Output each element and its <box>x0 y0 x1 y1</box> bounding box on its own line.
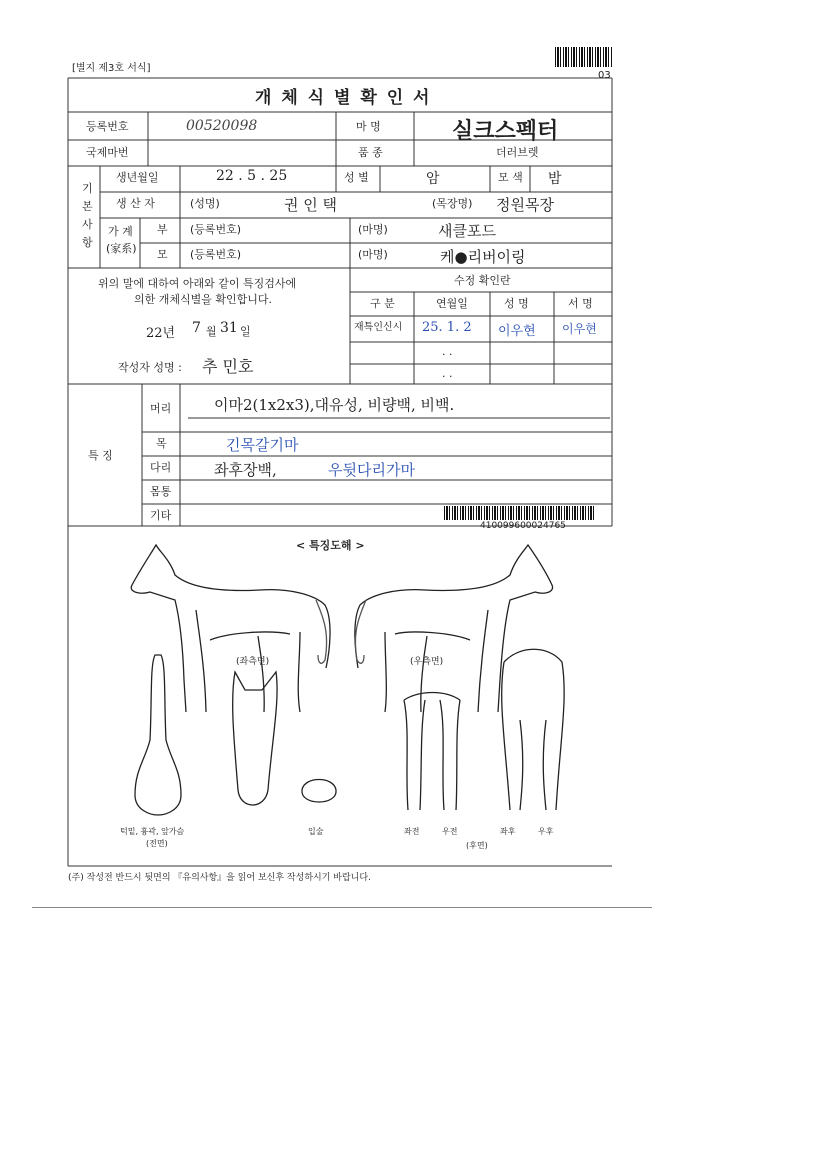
dam-name-value: 케●리버이링 <box>440 248 526 266</box>
neck-label: 목 <box>156 437 167 450</box>
coat-label: 모 색 <box>498 171 523 184</box>
confirm-date-day: 31 <box>220 320 238 336</box>
features-label: 특 징 <box>88 449 113 462</box>
dam-name-label: (마명) <box>358 248 388 261</box>
coat-value: 밤 <box>548 171 562 187</box>
confirm-date-year: 22년 <box>146 326 176 341</box>
barcode-number: 410099600024765 <box>480 521 566 531</box>
horse-name-label: 마 명 <box>356 120 381 133</box>
reg-no-label: 등록번호 <box>86 120 129 133</box>
sire-reg-label: (등록번호) <box>190 223 242 236</box>
dam-reg-label: (등록번호) <box>190 248 242 261</box>
breeder-label: 생 산 자 <box>116 197 155 210</box>
confirm-date-month-label: 월 <box>206 325 217 338</box>
reg-no-value: 00520098 <box>186 118 258 134</box>
hind-right-label: 우후 <box>538 827 554 836</box>
rear-label: (후면) <box>466 841 488 850</box>
confirm-date-month: 7 <box>192 320 201 336</box>
form-reference: [별지 제3호 서식] <box>72 63 151 74</box>
revision-header-date: 연월일 <box>436 297 468 310</box>
writer-value: 추 민호 <box>202 357 254 376</box>
lineage-label: 가 계 <box>108 225 133 238</box>
breed-label: 품 종 <box>358 146 383 159</box>
revision-header-name: 성 명 <box>504 297 529 310</box>
hind-left-label: 좌후 <box>500 827 516 836</box>
revision-row-1-date: 25. 1. 2 <box>422 320 472 335</box>
sire-label: 부 <box>157 223 168 236</box>
breeder-name-label: (성명) <box>190 197 220 210</box>
neck-value: 긴목갈기마 <box>226 436 299 454</box>
legs-value-blue: 우뒷다리가마 <box>328 461 415 479</box>
front-caption-1: 턱밑, 흉곽, 앞가슴 <box>120 827 185 836</box>
writer-label: 작성자 성명 : <box>118 361 182 374</box>
birth-value: 22 . 5 . 25 <box>216 168 288 184</box>
breeder-name-value: 권 인 택 <box>284 196 338 214</box>
intl-no-label: 국제마번 <box>86 146 129 159</box>
revision-row-1-kind: 재특인신시 <box>354 322 403 333</box>
feature-barcode <box>444 506 594 520</box>
breeder-farm-label: (목장명) <box>432 197 473 210</box>
right-side-label: (우측면) <box>410 657 444 667</box>
birth-label: 생년월일 <box>116 171 159 184</box>
footer-note: (주) 작성전 반드시 뒷면의 『유의사항』을 읽어 보신후 작성하시기 바랍니다. <box>68 873 371 883</box>
body-label: 몸통 <box>150 485 172 498</box>
revision-row-1-sign: 이우현 <box>562 322 597 336</box>
other-label: 기타 <box>150 509 172 522</box>
sire-name-value: 새클포드 <box>438 222 496 240</box>
revision-title: 수정 확인란 <box>454 274 511 287</box>
lineage-hanja: (家系) <box>106 242 137 255</box>
revision-row-2-date: . . <box>442 345 453 358</box>
page-code: 03 <box>598 70 611 81</box>
confirm-text-1: 위의 말에 대하여 아래와 같이 특징검사에 <box>98 277 297 290</box>
fore-left-label: 좌전 <box>404 827 420 836</box>
fore-right-label: 우전 <box>442 827 458 836</box>
sire-name-label: (마명) <box>358 223 388 236</box>
confirm-date-day-label: 일 <box>240 325 251 338</box>
basic-section-label: 기본사항 <box>82 182 93 249</box>
front-caption-2: (전면) <box>146 839 168 848</box>
document-title: 개 체 식 별 확 인 서 <box>255 88 432 108</box>
breeder-farm-value: 정원목장 <box>496 196 554 214</box>
dam-label: 모 <box>157 248 168 261</box>
horse-diagram <box>131 545 564 815</box>
legs-label: 다리 <box>150 461 172 474</box>
head-value: 이마2(1x2x3),대유성, 비량백, 비백. <box>214 396 455 414</box>
breed-value: 더러브렛 <box>496 146 539 159</box>
head-label: 머리 <box>150 402 172 415</box>
revision-row-1-name: 이우현 <box>498 324 536 339</box>
diagram-title: < 특징도해 > <box>296 539 365 552</box>
bottom-divider <box>32 907 652 908</box>
confirm-text-2: 의한 개체식별을 확인합니다. <box>134 293 273 306</box>
left-side-label: (좌측면) <box>236 657 270 667</box>
horse-name-value: 실크스펙터 <box>452 118 559 144</box>
revision-header-sign: 서 명 <box>568 297 593 310</box>
sex-value: 암 <box>426 171 440 187</box>
revision-header-kind: 구 분 <box>370 297 395 310</box>
revision-row-3-date: . . <box>442 367 453 380</box>
muzzle-label: 입술 <box>308 827 324 836</box>
legs-value-black: 좌후장백, <box>214 461 277 479</box>
sex-label: 성 별 <box>344 171 369 184</box>
